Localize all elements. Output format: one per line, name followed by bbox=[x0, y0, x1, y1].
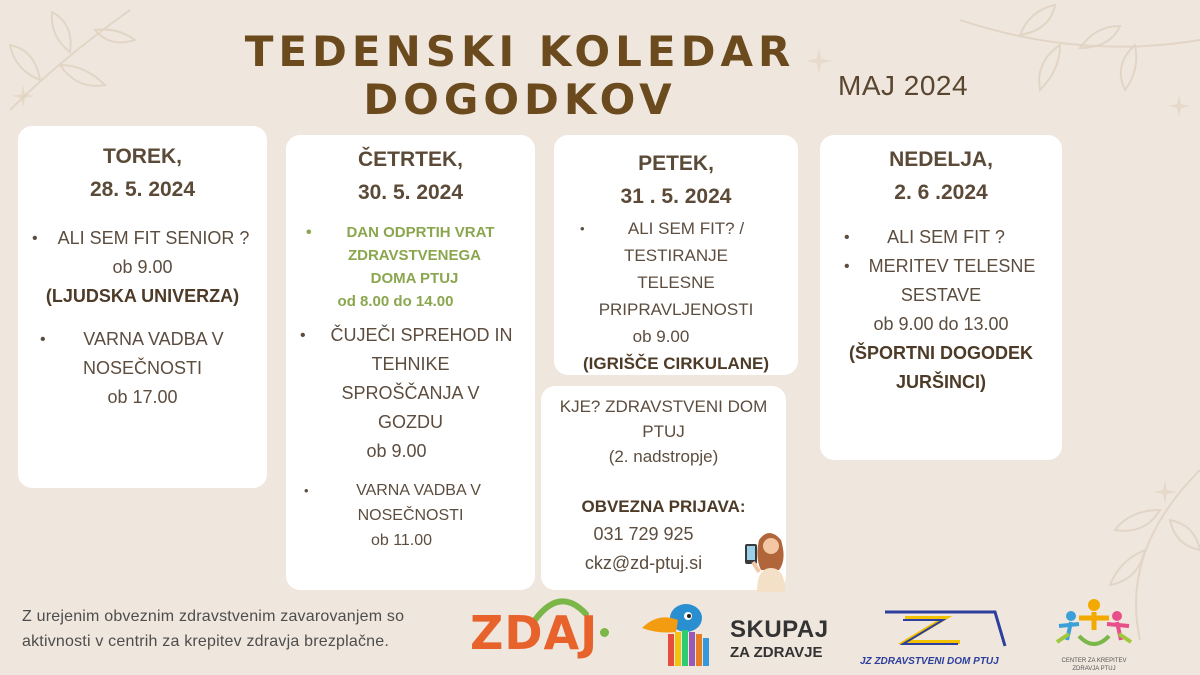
event-time: ob 9.00 do 13.00 bbox=[873, 314, 1009, 334]
phone-number[interactable]: 031 729 925 bbox=[593, 524, 694, 544]
page-title bbox=[180, 28, 860, 124]
title-line-2: DOGODKOV bbox=[363, 75, 677, 124]
event-item: • MERITEV TELESNE SESTAVE ob 9.00 do 13.00 (ŠPORTNI DOGODEK JURŠINCI) bbox=[820, 252, 1062, 397]
event-item: • VARNA VADBA V NOSEČNOSTI ob 17.00 bbox=[18, 325, 267, 412]
leaf-decoration-top-right bbox=[960, 0, 1200, 110]
title-line-1: TEDENSKI KOLEDAR bbox=[244, 27, 796, 76]
event-item: • ALI SEM FIT SENIOR ? ob 9.00 (LJUDSKA UNIVERZA) bbox=[18, 224, 267, 311]
bullet-icon: • bbox=[844, 258, 850, 275]
sparkle-icon bbox=[12, 85, 34, 107]
info-card: KJE? ZDRAVSTVENI DOM PTUJ (2. nadstropje) OBVEZNA PRIJAVA: 031 729 925 ckz@zd-ptuj.si bbox=[541, 386, 786, 590]
day-name: ČETRTEK, bbox=[358, 148, 463, 171]
event-time: ob 11.00 bbox=[370, 532, 433, 549]
event-location: (ŠPORTNI DOGODEK bbox=[848, 343, 1033, 363]
event-time: ob 9.00 bbox=[366, 441, 427, 461]
zdaj-dot bbox=[600, 628, 609, 637]
event-time: od 8.00 do 14.00 bbox=[337, 293, 454, 310]
event-card-tuesday bbox=[18, 126, 267, 488]
event-card-friday bbox=[554, 135, 798, 375]
email-address[interactable]: ckz@zd-ptuj.si bbox=[584, 553, 703, 573]
event-time: ob 9.00 bbox=[112, 257, 173, 277]
location-text: KJE? ZDRAVSTVENI DOM bbox=[559, 397, 768, 416]
event-date: 2. 6 .2024 bbox=[894, 181, 988, 204]
event-time: ob 17.00 bbox=[107, 387, 178, 407]
event-item: • ČUJEČI SPREHOD IN TEHNIKE SPROŠČANJA V GOZDU ob 9.00 bbox=[286, 321, 535, 466]
sparkle-icon bbox=[1168, 95, 1190, 117]
event-location: (LJUDSKA UNIVERZA) bbox=[45, 286, 240, 306]
event-item: • ALI SEM FIT ? bbox=[820, 223, 1062, 252]
zdaj-logo: ZDAJ bbox=[470, 592, 620, 672]
month-label: MAJ 2024 bbox=[838, 70, 969, 101]
event-time: ob 9.00 bbox=[632, 327, 690, 346]
woman-with-phone-illustration bbox=[741, 526, 797, 592]
event-date: 30. 5. 2024 bbox=[357, 181, 464, 204]
bullet-icon: • bbox=[844, 229, 850, 246]
toucan-icon bbox=[638, 598, 728, 668]
day-name: PETEK, bbox=[638, 152, 714, 175]
event-item-highlight: • DAN ODPRTIH VRAT ZDRAVSTVENEGA DOMA PTUJ od 8.00 do 14.00 bbox=[286, 221, 535, 313]
bullet-icon: • bbox=[306, 224, 312, 241]
signup-label: OBVEZNA PRIJAVA: bbox=[581, 497, 746, 516]
day-name: NEDELJA, bbox=[889, 148, 993, 171]
skupaj-za-zdravje-logo: SKUPAJ ZA ZDRAVJE bbox=[638, 598, 838, 670]
footer-note: Z urejenim obveznim zdravstvenim zavarovanjem so aktivnosti v centrih za krepitev zdravja brezplačne. bbox=[22, 608, 405, 650]
ckz-people-icon bbox=[1049, 596, 1139, 652]
event-card-sunday bbox=[820, 135, 1062, 460]
event-location: (IGRIŠČE CIRKULANE) bbox=[582, 354, 770, 373]
bullet-icon: • bbox=[32, 230, 38, 247]
zd-ptuj-emblem bbox=[865, 606, 1015, 656]
event-date: 28. 5. 2024 bbox=[89, 178, 196, 201]
event-item: • VARNA VADBA V NOSEČNOSTI ob 11.00 bbox=[286, 478, 535, 553]
bullet-icon: • bbox=[300, 327, 306, 344]
bullet-icon: • bbox=[580, 221, 585, 236]
event-card-thursday bbox=[286, 135, 535, 590]
bullet-icon: • bbox=[40, 331, 46, 348]
zd-ptuj-logo: JZ ZDRAVSTVENI DOM PTUJ bbox=[860, 606, 1020, 670]
day-name: TOREK, bbox=[103, 145, 182, 168]
event-date: 31 . 5. 2024 bbox=[620, 185, 732, 208]
ckz-ptuj-logo: CENTER ZA KREPITEV ZDRAVJA PTUJ bbox=[1046, 596, 1142, 672]
event-item: • ALI SEM FIT? / TESTIRANJE TELESNE PRIPRAVLJENOSTI ob 9.00 (IGRIŠČE CIRKULANE) bbox=[554, 215, 798, 377]
bullet-icon: • bbox=[304, 483, 309, 498]
